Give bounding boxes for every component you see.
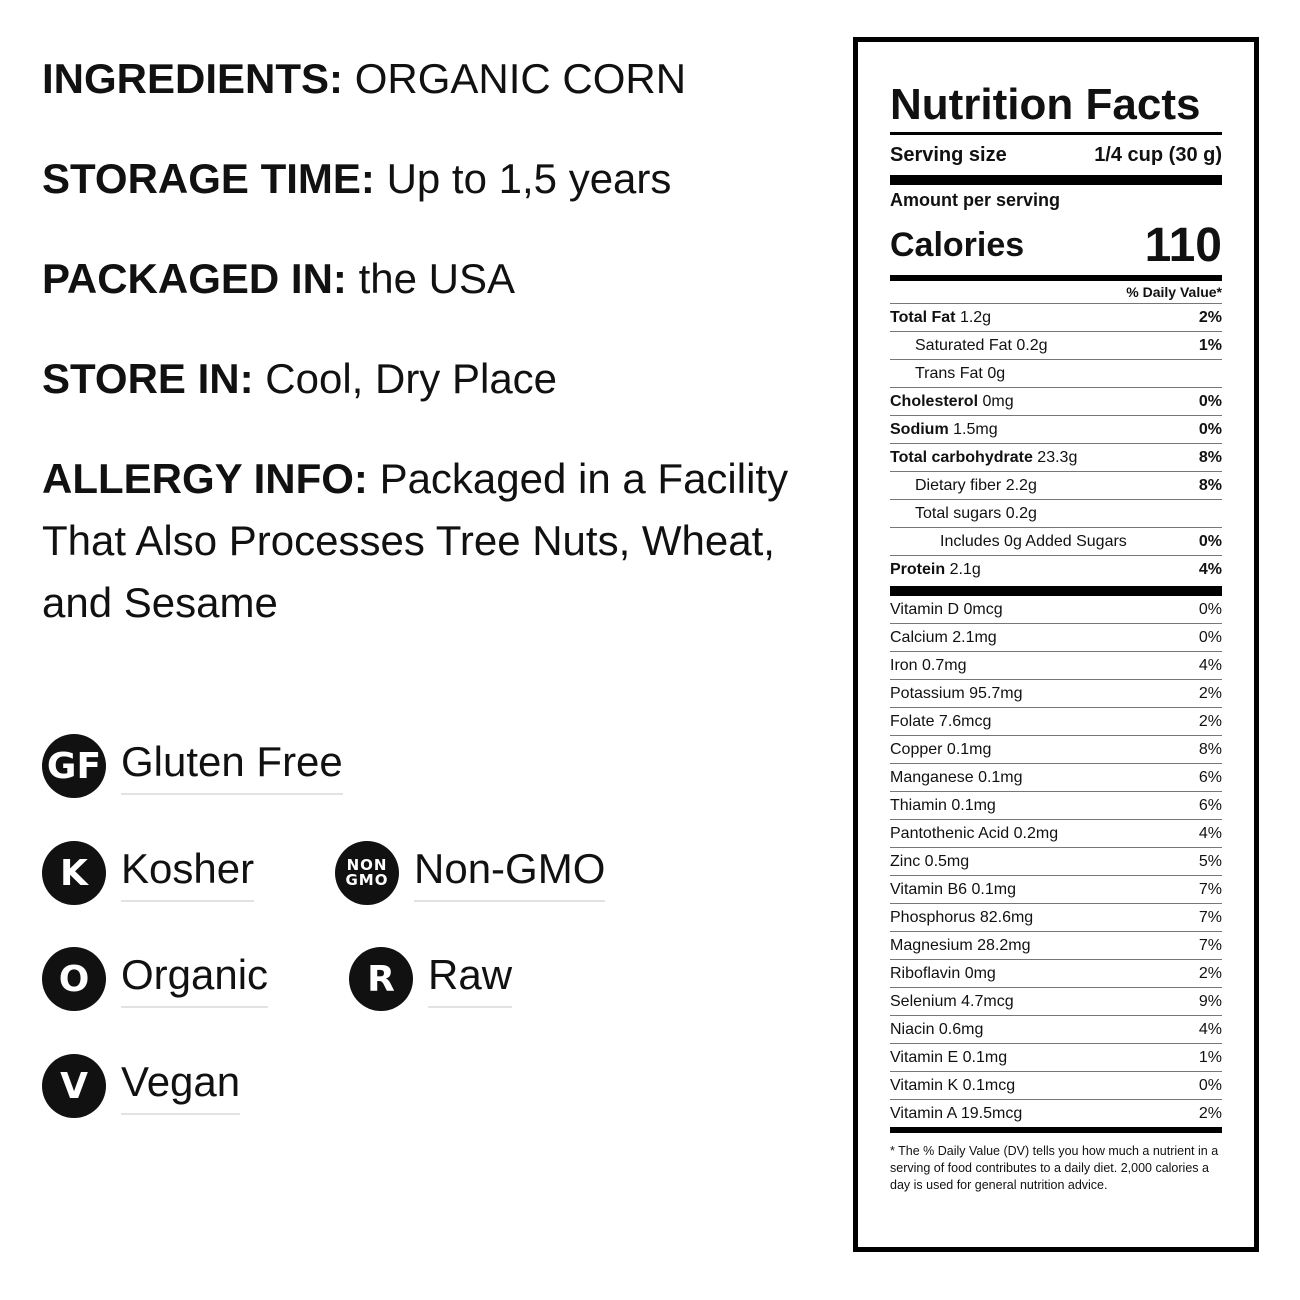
nutrient-amount: 2.2g [1005, 476, 1037, 494]
vitamin-pct: 7% [1198, 880, 1222, 898]
nutrient-row-total-sugars [890, 499, 1222, 527]
vitamin-label: Vitamin D 0mcg [890, 600, 1003, 618]
amount-per-serving: Amount per serving [890, 190, 1061, 210]
vitamin-row [890, 596, 1222, 624]
vitamin-row [890, 652, 1222, 680]
vitamin-pct: 6% [1198, 796, 1222, 814]
nutrient-amount: 1.2g [959, 308, 992, 326]
vitamin-label: Pantothenic Acid 0.2mg [890, 824, 1059, 842]
nutrient-amount: 0.2g [1005, 504, 1037, 522]
vitamin-label: Vitamin A 19.5mcg [890, 1104, 1023, 1122]
raw-icon: R [349, 947, 413, 1011]
allergy-info-value: Packaged in a Facility That Also Processes Tree Nuts, Wheat, and Sesame [42, 455, 789, 626]
nutrient-name: Cholesterol [890, 392, 979, 410]
badge-label: Non-GMO [414, 844, 605, 902]
serving-size-value: 1/4 cup (30 g) [1094, 143, 1222, 166]
storage-time-value: Up to 1,5 years [386, 155, 672, 202]
allergy-info-line [42, 448, 842, 634]
non-gmo-icon [335, 841, 399, 905]
vitamin-label: Potassium 95.7mg [890, 684, 1023, 702]
vitamin-pct: 2% [1198, 684, 1222, 702]
vitamin-pct: 8% [1198, 740, 1222, 758]
nutrient-pct: 0% [1198, 532, 1222, 550]
nutrient-name: Dietary fiber [915, 476, 1002, 494]
nutrient-name: Saturated Fat [915, 336, 1012, 354]
nutrient-row-trans-fat [890, 359, 1222, 387]
nutrient-amount: 0g [987, 364, 1006, 382]
vitamin-row [890, 708, 1222, 736]
vitamin-pct: 1% [1198, 1048, 1222, 1066]
calories-row [890, 215, 1222, 275]
vitamin-row [890, 1100, 1222, 1127]
serving-size-row [890, 135, 1222, 175]
badge-label: Kosher [121, 844, 254, 902]
store-in-line [42, 348, 842, 410]
vitamin-label: Vitamin B6 0.1mg [890, 880, 1016, 898]
vitamin-row [890, 960, 1222, 988]
nutrient-row-added-sugars [890, 527, 1222, 555]
vitamin-row [890, 764, 1222, 792]
vitamin-row [890, 904, 1222, 932]
vitamin-pct: 4% [1198, 656, 1222, 674]
vitamin-row [890, 820, 1222, 848]
vitamin-pct: 5% [1198, 852, 1222, 870]
vitamin-pct: 9% [1198, 992, 1222, 1010]
nutrient-pct: 1% [1198, 336, 1222, 354]
nutrient-row-cholesterol [890, 387, 1222, 415]
store-in-value: Cool, Dry Place [265, 355, 558, 402]
nutrient-pct: 8% [1198, 448, 1222, 466]
badge-label: Vegan [121, 1057, 240, 1115]
badge-non-gmo [335, 841, 605, 905]
vitamin-list [890, 596, 1222, 1127]
vitamin-row [890, 876, 1222, 904]
vitamin-label: Magnesium 28.2mg [890, 936, 1031, 954]
calories-value: 110 [1144, 218, 1222, 272]
vitamin-pct: 2% [1198, 712, 1222, 730]
nutrient-row-total-carbohydrate [890, 443, 1222, 471]
ingredients-key: INGREDIENTS: [42, 55, 344, 102]
vitamin-label: Calcium 2.1mg [890, 628, 997, 646]
nutrient-name: Sodium [890, 420, 949, 438]
vitamin-label: Iron 0.7mg [890, 656, 967, 674]
packaged-in-value: the USA [358, 255, 515, 302]
nutrient-row-sodium [890, 415, 1222, 443]
vitamin-label: Folate 7.6mcg [890, 712, 992, 730]
calories-label: Calories [890, 225, 1025, 264]
vitamin-pct: 2% [1198, 1104, 1222, 1122]
badge-vegan [42, 1054, 240, 1118]
nutrient-name: Total carbohydrate [890, 448, 1033, 466]
nutrient-pct: 4% [1198, 560, 1222, 578]
vitamin-label: Vitamin E 0.1mg [890, 1048, 1008, 1066]
nutrient-pct: 8% [1198, 476, 1222, 494]
vitamin-pct: 7% [1198, 936, 1222, 954]
divider [890, 1127, 1222, 1133]
nutrient-row-dietary-fiber [890, 471, 1222, 499]
organic-icon: O [42, 947, 106, 1011]
vitamin-label: Copper 0.1mg [890, 740, 992, 758]
vitamin-label: Selenium 4.7mcg [890, 992, 1014, 1010]
vitamin-row [890, 680, 1222, 708]
nutrition-facts-panel [853, 37, 1259, 1252]
nutrient-row-total-fat [890, 303, 1222, 331]
packaged-in-line [42, 248, 842, 310]
vitamin-label: Thiamin 0.1mg [890, 796, 996, 814]
nutrient-amount: 1.5mg [953, 420, 998, 438]
vitamin-row [890, 792, 1222, 820]
badge-kosher [42, 841, 254, 905]
vegan-icon: V [42, 1054, 106, 1118]
vitamin-pct: 4% [1198, 1020, 1222, 1038]
nutrient-name: Total Fat [890, 308, 956, 326]
nutrient-name: Includes 0g Added Sugars [940, 532, 1127, 550]
nutrient-row-saturated-fat [890, 331, 1222, 359]
serving-size-label: Serving size [890, 143, 1007, 166]
vitamin-row [890, 1044, 1222, 1072]
badge-label: Raw [428, 950, 512, 1008]
vitamin-row [890, 736, 1222, 764]
nutrient-amount: 23.3g [1037, 448, 1078, 466]
vitamin-label: Riboflavin 0mg [890, 964, 996, 982]
vitamin-label: Vitamin K 0.1mcg [890, 1076, 1016, 1094]
nutrient-pct: 0% [1198, 392, 1222, 410]
ingredients-line [42, 48, 842, 110]
nutrient-pct: 0% [1198, 420, 1222, 438]
non-gmo-icon-bottom: GMO [345, 871, 389, 889]
daily-value-header: % Daily Value* [1126, 284, 1222, 300]
badge-gluten-free [42, 734, 343, 798]
vitamin-pct: 4% [1198, 824, 1222, 842]
vitamin-row [890, 1016, 1222, 1044]
vitamin-row [890, 988, 1222, 1016]
vitamin-row [890, 848, 1222, 876]
vitamin-pct: 2% [1198, 964, 1222, 982]
vitamin-label: Zinc 0.5mg [890, 852, 970, 870]
nutrient-row-protein [890, 555, 1222, 583]
store-in-key: STORE IN: [42, 355, 254, 402]
kosher-icon: K [42, 841, 106, 905]
vitamin-label: Niacin 0.6mg [890, 1020, 984, 1038]
nutrient-name: Protein [890, 560, 946, 578]
gluten-free-icon: GF [42, 734, 106, 798]
storage-time-line [42, 148, 842, 210]
vitamin-row [890, 1072, 1222, 1100]
vitamin-label: Manganese 0.1mg [890, 768, 1023, 786]
badge-label: Organic [121, 950, 268, 1008]
vitamin-pct: 7% [1198, 908, 1222, 926]
ingredients-value: ORGANIC CORN [354, 55, 687, 102]
divider [890, 586, 1222, 596]
storage-time-key: STORAGE TIME: [42, 155, 375, 202]
divider [890, 175, 1222, 185]
vitamin-pct: 6% [1198, 768, 1222, 786]
badge-organic [42, 947, 268, 1011]
nutrient-name: Trans Fat [915, 364, 983, 382]
allergy-info-key: ALLERGY INFO: [42, 455, 368, 502]
nutrient-amount: 0.2g [1016, 336, 1048, 354]
vitamin-row [890, 624, 1222, 652]
non-gmo-icon-top: NON [346, 856, 388, 874]
daily-value-footnote: * The % Daily Value (DV) tells you how much a nutrient in a serving of food contributes to a daily diet. 2,000 calories a day is used for general nutrition advice. [890, 1144, 1219, 1192]
vitamin-label: Phosphorus 82.6mg [890, 908, 1034, 926]
nutrition-facts-title: Nutrition Facts [890, 80, 1201, 129]
vitamin-row [890, 932, 1222, 960]
nutrient-pct: 2% [1198, 308, 1222, 326]
vitamin-pct: 0% [1198, 600, 1222, 618]
nutrient-amount: 2.1g [949, 560, 981, 578]
badge-raw [349, 947, 512, 1011]
nutrient-amount: 0mg [982, 392, 1014, 410]
vitamin-pct: 0% [1198, 1076, 1222, 1094]
nutrient-name: Total sugars [915, 504, 1002, 522]
vitamin-pct: 0% [1198, 628, 1222, 646]
badge-label: Gluten Free [121, 737, 343, 795]
packaged-in-key: PACKAGED IN: [42, 255, 347, 302]
